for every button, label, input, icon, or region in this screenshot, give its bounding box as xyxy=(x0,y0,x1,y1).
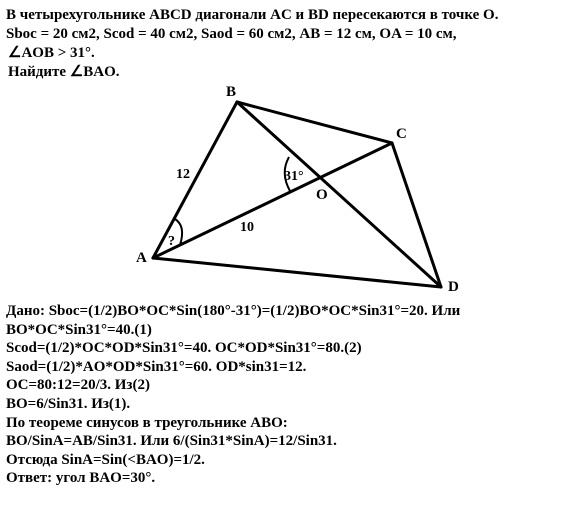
problem-line-3: ∠AOB > 31°. xyxy=(8,45,95,61)
solution-line-9: Отсюда SinA=Sin(<BAO)=1/2. xyxy=(6,451,205,468)
solution-text xyxy=(6,302,558,488)
vertex-label-d: D xyxy=(448,279,459,295)
solution-line-8: BO/SinA=AB/Sin31. Или 6/(Sin31*SinA)=12/Sin31. xyxy=(6,433,337,450)
solution-line-6: BO=6/Sin31. Из(1). xyxy=(6,395,131,412)
vertex-label-a: A xyxy=(136,250,147,266)
solution-line-1: Дано: Sboc=(1/2)BO*OC*Sin(180°-31°)=(1/2)BO*OC*Sin31°=20. Или xyxy=(6,303,461,319)
segment-ao-length-label: 10 xyxy=(240,220,254,235)
solution-line-10: Ответ: угол BAO=30°. xyxy=(6,470,156,487)
solution-line-2: BO*OC*Sin31°=40.(1) xyxy=(6,321,152,338)
problem-line-1: В четырехугольнике ABCD диагонали AC и BD пересекаются в точке O. xyxy=(6,7,499,23)
vertex-label-c: C xyxy=(396,126,407,142)
solution-line-7: По теореме синусов в треугольнике ABO: xyxy=(6,414,288,431)
angle-aob-label: 31° xyxy=(284,169,304,184)
problem-line-4: Найдите ∠BAO. xyxy=(8,64,120,80)
angle-arc-bao xyxy=(175,219,182,245)
problem-line-2: Sboc = 20 см2, Scod = 40 см2, Saod = 60 см2, AB = 12 см, OA = 10 см, xyxy=(6,26,457,42)
solution-line-5: OC=80:12=20/3. Из(2) xyxy=(6,377,150,394)
side-ab xyxy=(153,102,237,258)
solution-line-3: Scod=(1/2)*OC*OD*Sin31°=40. OC*OD*Sin31°=80.(2) xyxy=(6,340,362,357)
angle-bao-unknown-label: ? xyxy=(168,234,175,249)
side-da xyxy=(153,258,441,287)
diagonal-ac xyxy=(153,143,392,258)
side-ab-length-label: 12 xyxy=(176,167,190,182)
vertex-label-o: O xyxy=(316,187,328,203)
solution-line-4: Saod=(1/2)*AO*OD*Sin31°=60. OD*sin31=12. xyxy=(6,358,307,375)
vertex-label-b: B xyxy=(226,84,237,100)
